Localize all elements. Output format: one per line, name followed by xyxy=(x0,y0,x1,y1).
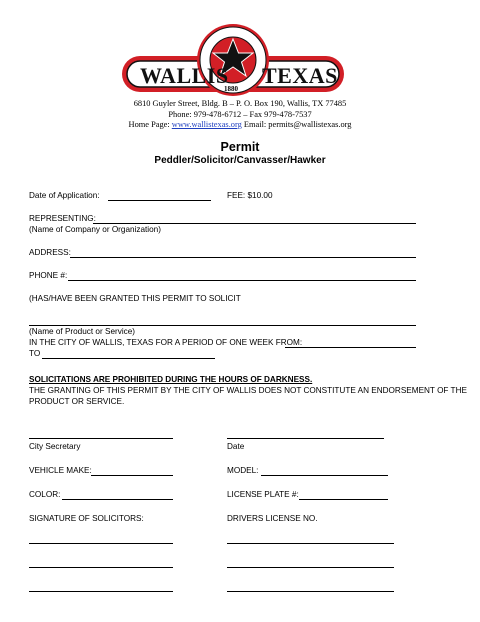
period-text: IN THE CITY OF WALLIS, TEXAS FOR A PERIOD OF ONE WEEK FROM: xyxy=(29,338,303,347)
granted-text: (HAS/HAVE BEEN GRANTED THIS PERMIT TO SOLICIT xyxy=(29,294,241,303)
solicitor-signature-line-1[interactable] xyxy=(29,543,173,544)
logo-right-word: TEXAS xyxy=(262,63,338,88)
phone-field[interactable] xyxy=(68,280,416,281)
vehicle-make-field[interactable] xyxy=(91,475,173,476)
solicitor-signature-line-3[interactable] xyxy=(29,591,173,592)
product-hint: (Name of Product or Service) xyxy=(29,327,136,336)
model-label: MODEL: xyxy=(227,466,259,475)
date-signature-line[interactable] xyxy=(227,438,384,439)
drivers-license-line-2[interactable] xyxy=(227,567,394,568)
address-label: ADDRESS: xyxy=(29,248,71,257)
home-page-link[interactable]: www.wallistexas.org xyxy=(171,120,242,129)
disclaimer-line-2: PRODUCT OR SERVICE. xyxy=(29,397,125,406)
logo-left-word: WALLIS xyxy=(140,63,229,88)
logo-seal-year: 1880 xyxy=(224,85,238,93)
model-field[interactable] xyxy=(261,475,388,476)
product-field[interactable] xyxy=(29,325,416,326)
drivers-license-label: DRIVERS LICENSE NO. xyxy=(227,514,318,523)
letterhead-address: 6810 Guyler Street, Bldg. B – P. O. Box 190, Wallis, TX 77485 xyxy=(133,99,347,108)
vehicle-make-label: VEHICLE MAKE: xyxy=(29,466,92,475)
representing-label: REPRESENTING: xyxy=(29,214,96,223)
permit-subtitle: Peddler/Solicitor/Canvasser/Hawker xyxy=(154,155,326,166)
fee-label: FEE: $10.00 xyxy=(227,191,273,200)
disclaimer-line-1: THE GRANTING OF THIS PERMIT BY THE CITY OF WALLIS DOES NOT CONSTITUTE AN ENDORSEMENT OF THE xyxy=(29,386,467,395)
drivers-license-line-1[interactable] xyxy=(227,543,394,544)
representing-field[interactable] xyxy=(93,223,416,224)
prohibited-notice: SOLICITATIONS ARE PROHIBITED DURING THE HOURS OF DARKNESS. xyxy=(29,375,313,384)
permit-title: Permit xyxy=(220,140,260,154)
home-page-label: Home Page: xyxy=(128,120,170,129)
date-of-application-field[interactable] xyxy=(108,200,211,201)
color-field[interactable] xyxy=(62,499,173,500)
date-of-application-label: Date of Application: xyxy=(29,191,100,200)
license-plate-label: LICENSE PLATE #: xyxy=(227,490,299,499)
city-secretary-signature-line[interactable] xyxy=(29,438,173,439)
representing-hint: (Name of Company or Organization) xyxy=(29,225,161,234)
license-plate-field[interactable] xyxy=(299,499,388,500)
solicitor-signature-line-2[interactable] xyxy=(29,567,173,568)
form-title xyxy=(0,140,480,167)
period-from-field[interactable] xyxy=(285,347,416,348)
letterhead-contact xyxy=(0,99,480,131)
email-label: Email: permits@wallistexas.org xyxy=(243,120,352,129)
period-to-field[interactable] xyxy=(42,358,215,359)
phone-label: PHONE #: xyxy=(29,271,68,280)
address-field[interactable] xyxy=(70,257,416,258)
color-label: COLOR: xyxy=(29,490,61,499)
letterhead-web-email xyxy=(0,120,480,131)
letterhead-phone-fax: Phone: 979-478-6712 – Fax 979-478-7537 xyxy=(168,109,312,119)
to-label: TO xyxy=(29,349,41,358)
drivers-license-line-3[interactable] xyxy=(227,591,394,592)
date-signature-label: Date xyxy=(227,442,245,451)
city-secretary-label: City Secretary xyxy=(29,442,81,451)
signature-solicitors-label: SIGNATURE OF SOLICITORS: xyxy=(29,514,144,523)
city-logo xyxy=(120,22,346,104)
